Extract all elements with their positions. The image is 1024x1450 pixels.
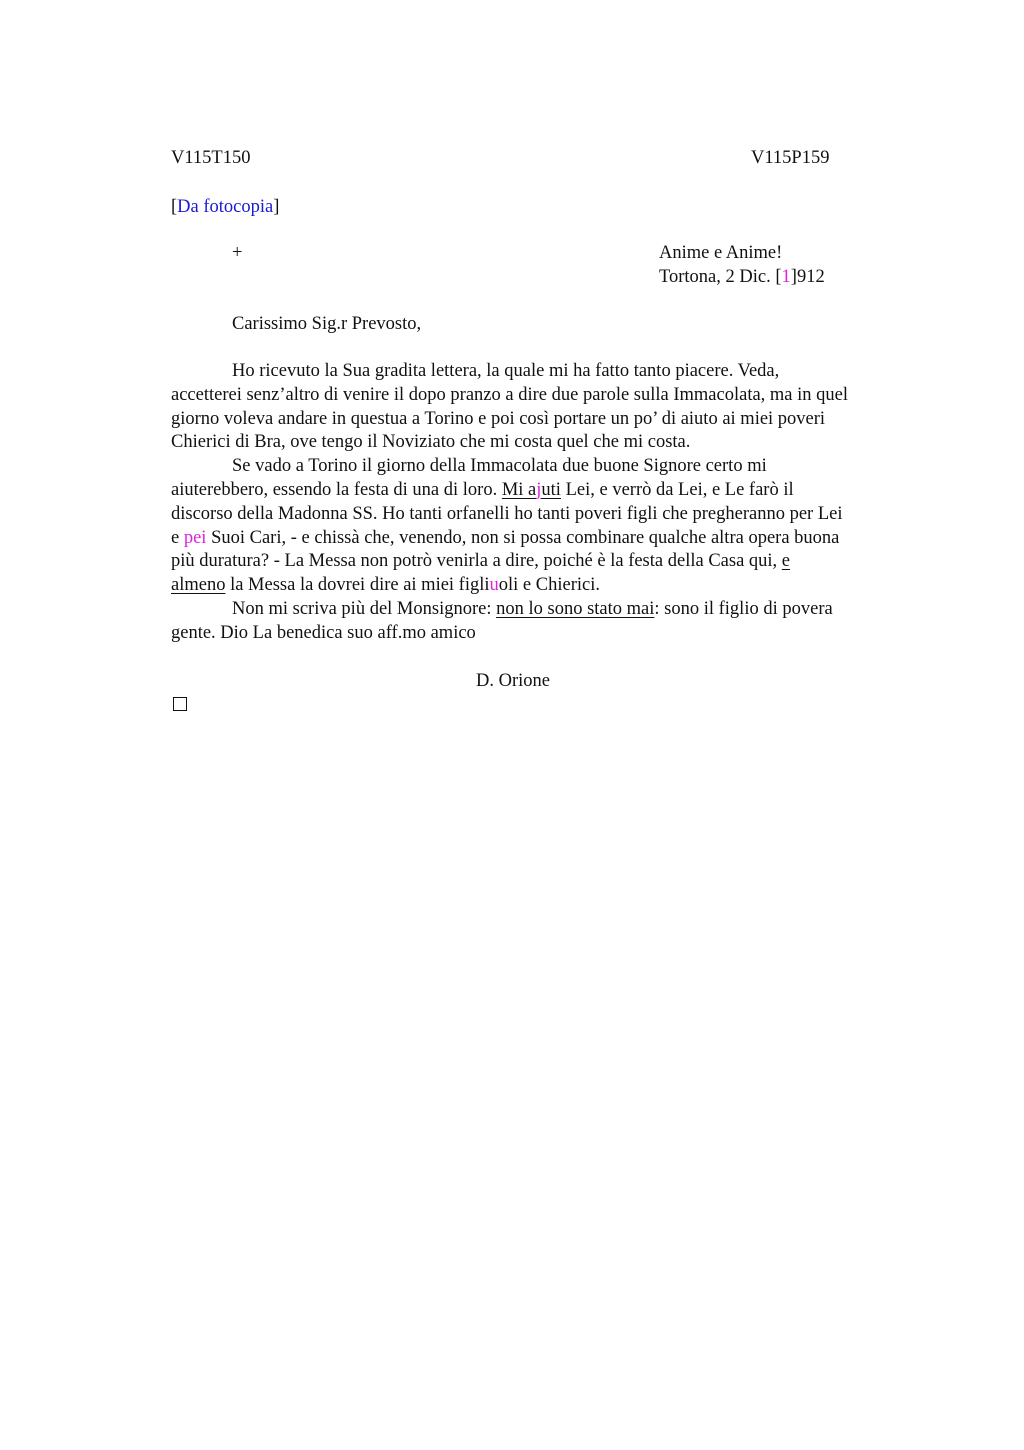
empty-square-icon	[173, 697, 187, 711]
text-run: Lei, e verrò da Lei, e Le farò il	[560, 479, 794, 500]
inserted-letter: j	[536, 479, 542, 500]
text-run: Suoi Cari, - e chissà che, venendo, non si possa combinare qualche altra opera buona	[206, 527, 840, 548]
underlined-phrase: e	[781, 551, 791, 572]
paragraph2-line: Se vado a Torino il giorno della Immacolata due buone Signore certo mi	[232, 456, 767, 477]
paragraph2-line: discorso della Madonna SS. Ho tanti orfanelli ho tanti poveri figli che pregheranno per Lei	[171, 503, 843, 524]
source-note-bracket-open: [	[171, 197, 178, 217]
paragraph2-line	[171, 550, 931, 574]
text-run: oli e Chierici.	[498, 575, 600, 596]
motto: Anime e Anime!	[659, 243, 783, 263]
paragraph3-line: gente. Dio La benedica suo aff.mo amico	[171, 622, 476, 643]
inserted-word: pei	[183, 527, 207, 548]
date-inserted-digit: 1	[781, 267, 791, 287]
source-note-bracket-close: ]	[273, 197, 280, 217]
date-suffix: ]912	[790, 267, 825, 287]
text-run: aiuterebbero, essendo la festa di una di loro.	[171, 479, 502, 500]
inserted-letter: u	[489, 575, 499, 596]
paragraph1-line: accetterei senz’altro di venire il dopo pranzo a dire due parole sulla Immacolata, ma in quel	[171, 384, 849, 405]
text-run: e	[171, 527, 184, 548]
text-run: Mi a	[501, 479, 537, 500]
paragraph1-line: Ho ricevuto la Sua gradita lettera, la quale mi ha fatto tanto piacere. Veda,	[232, 361, 780, 381]
text-run: : sono il figlio di povera	[654, 598, 833, 619]
source-note-text: Da fotocopia	[177, 197, 274, 217]
paragraph2-line	[171, 527, 931, 551]
letter-body	[171, 360, 931, 646]
paragraph2-line	[171, 479, 931, 503]
paragraph1-line: Chierici di Bra, ove tengo il Noviziato che mi costa quel che mi costa.	[171, 432, 691, 453]
underlined-phrase: non lo sono stato mai	[496, 598, 655, 619]
cross-mark: +	[232, 243, 243, 263]
document-code-left: V115T150	[171, 148, 251, 168]
paragraph1-line: giorno voleva andare in questua a Torino e poi così portare un po’ di aiuto ai miei poveri	[171, 408, 826, 429]
text-run: la Messa la dovrei dire ai miei figli	[225, 575, 490, 596]
underlined-phrase: almeno	[171, 575, 226, 596]
text-run: più duratura? - La Messa non potrò venirla a dire, poiché è la festa della Casa qui,	[171, 551, 782, 572]
source-note	[171, 195, 279, 219]
date-prefix: Tortona, 2 Dic. [	[659, 267, 782, 287]
paragraph3-line	[171, 598, 931, 622]
paragraph2-line	[171, 574, 931, 598]
underlined-phrase	[502, 480, 561, 500]
salutation: Carissimo Sig.r Prevosto,	[232, 314, 422, 334]
text-run: uti	[541, 479, 561, 500]
document-code-right: V115P159	[751, 148, 830, 168]
text-run: Non mi scriva più del Monsignore:	[232, 598, 497, 619]
date-line	[659, 265, 825, 289]
signature: D. Orione	[476, 671, 550, 691]
